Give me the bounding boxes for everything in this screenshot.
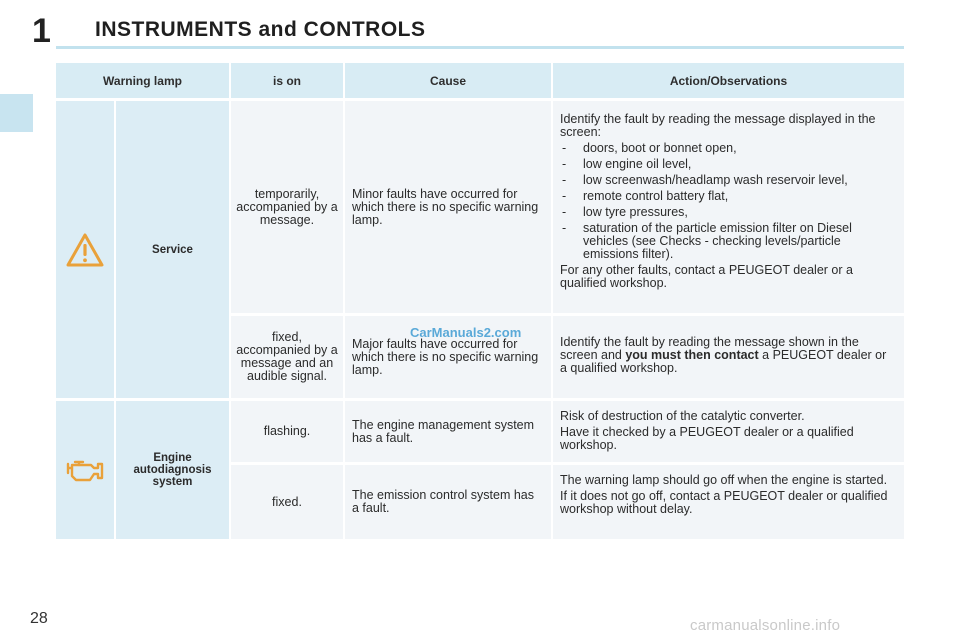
action-intro: Identify the fault by reading the message displayed in the screen:	[560, 112, 876, 139]
list-item: - remote control battery flat,	[560, 190, 894, 203]
action-text	[560, 336, 894, 375]
engine-lamp-cell	[56, 401, 114, 539]
list-item: - low engine oil level,	[560, 158, 894, 171]
header-action: Action/Observations	[553, 63, 904, 98]
action-text-start: Identify the fault by reading the message shown in the screen and	[560, 335, 859, 362]
list-item: - doors, boot or bonnet open,	[560, 142, 894, 155]
action-line: If it does not go off, contact a PEUGEOT dealer or qualified workshop without delay.	[560, 489, 888, 516]
list-item: - low screenwash/headlamp wash reservoir level,	[560, 174, 894, 187]
service-row1-cause: Minor faults have occurred for which there is no specific warning lamp.	[345, 101, 551, 313]
warning-triangle-icon	[65, 232, 105, 268]
action-line: Risk of destruction of the catalytic converter.	[560, 409, 805, 423]
page-title: INSTRUMENTS and CONTROLS	[95, 18, 426, 41]
list-item: - low tyre pressures,	[560, 206, 894, 219]
engine-icon	[63, 453, 107, 487]
fault-list	[560, 142, 894, 261]
service-row1-action	[553, 101, 904, 313]
service-lamp-name: Service	[116, 101, 229, 398]
engine-row1-is-on: flashing.	[231, 401, 343, 462]
engine-row1-cause: The engine management system has a fault.	[345, 401, 551, 462]
action-line: Have it checked by a PEUGEOT dealer or a qualified workshop.	[560, 425, 854, 452]
warning-lamp-table	[56, 63, 904, 535]
title-divider	[56, 46, 904, 49]
action-outro: For any other faults, contact a PEUGEOT dealer or a qualified workshop.	[560, 263, 853, 290]
header-warning-lamp: Warning lamp	[56, 63, 229, 98]
action-line: The warning lamp should go off when the engine is started.	[560, 473, 888, 487]
header-is-on: is on	[231, 63, 343, 98]
page-number: 28	[30, 610, 48, 627]
service-row1-is-on: temporarily, accompanied by a message.	[231, 101, 343, 313]
watermark-carmanualsonline: carmanualsonline.info	[690, 617, 841, 634]
service-row2-cause: Major faults have occurred for which there is no specific warning lamp.	[345, 316, 551, 398]
engine-row2-is-on: fixed.	[231, 465, 343, 539]
watermark-carmanuals2: CarManuals2.com	[410, 325, 522, 340]
service-row2-is-on: fixed, accompanied by a message and an audible signal.	[231, 316, 343, 398]
engine-lamp-name: Engine autodiagnosis system	[116, 401, 229, 539]
engine-row2-action	[553, 465, 904, 539]
chapter-side-tab	[0, 94, 33, 132]
chapter-number: 1	[32, 12, 51, 50]
engine-row2-cause: The emission control system has a fault.	[345, 465, 551, 539]
header-cause: Cause	[345, 63, 551, 98]
engine-row1-action	[553, 401, 904, 462]
list-item: - saturation of the particle emission filter on Diesel vehicles (see Checks - checking levels/particle emissions filter).	[560, 222, 894, 261]
action-text-bold: you must then contact	[625, 348, 759, 362]
service-row2-action	[553, 316, 904, 398]
service-lamp-cell	[56, 101, 114, 398]
action-text-end: a PEUGEOT dealer or a qualified workshop.	[560, 348, 887, 375]
